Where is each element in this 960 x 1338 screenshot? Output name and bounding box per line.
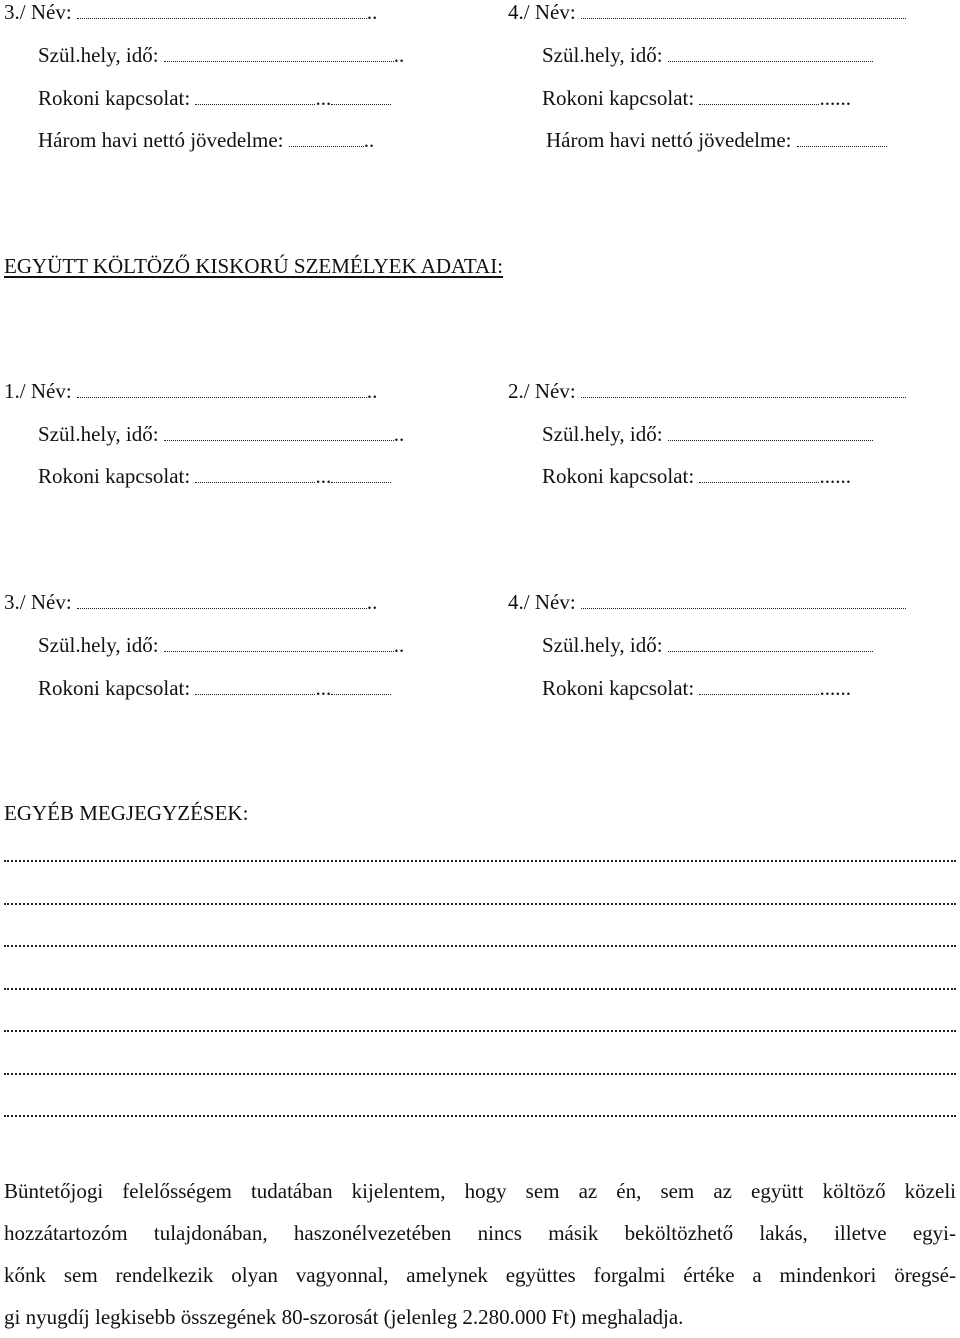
notes-section-title: EGYÉB MEGJEGYZÉSEK: xyxy=(4,801,249,825)
minor-1-birth-label: Szül.hely, idő: xyxy=(38,422,159,446)
minor-4-relation-field[interactable] xyxy=(699,682,819,695)
adult-3-name-field[interactable] xyxy=(77,6,367,19)
minor-4-relation-row: Rokoni kapcsolat: ...... xyxy=(542,676,851,700)
adult-4-income-field[interactable] xyxy=(797,134,887,147)
minor-4-birth-field[interactable] xyxy=(668,639,873,652)
adult-3-birth-label: Szül.hely, idő: xyxy=(38,43,159,67)
declaration-line-4: gi nyugdíj legkisebb összegének 80-szorosát (jelenleg 2.280.000 Ft) meghaladja. xyxy=(4,1305,684,1329)
adult-4-income-label: Három havi nettó jövedelme: xyxy=(546,128,792,152)
notes-line-5[interactable] xyxy=(4,1030,956,1032)
adult-3-relation-row: Rokoni kapcsolat: ... xyxy=(38,88,391,109)
adult-4-name-field[interactable] xyxy=(581,6,906,19)
minor-1-relation-field[interactable] xyxy=(195,470,315,483)
notes-line-7[interactable] xyxy=(4,1115,956,1117)
adult-4-name-label: 4./ Név: xyxy=(508,0,576,24)
minor-3-birth-row: Szül.hely, idő: .. xyxy=(38,633,405,657)
declaration-paragraph xyxy=(4,1170,956,1338)
minor-3-relation-row: Rokoni kapcsolat: ... xyxy=(38,678,391,699)
minor-2-birth-field[interactable] xyxy=(668,428,873,441)
adult-3-birth-row: Szül.hely, idő: .. xyxy=(38,43,405,67)
minor-3-name-field[interactable] xyxy=(77,596,367,609)
adult-3-name-row: 3./ Név: .. xyxy=(4,0,378,24)
minor-2-relation-row: Rokoni kapcsolat: ...... xyxy=(542,464,851,488)
minor-3-birth-label: Szül.hely, idő: xyxy=(38,633,159,657)
adult-3-income-label: Három havi nettó jövedelme: xyxy=(38,128,284,152)
minor-1-name-row: 1./ Név: .. xyxy=(4,379,378,403)
notes-line-4[interactable] xyxy=(4,988,956,990)
adult-4-relation-row: Rokoni kapcsolat: ...... xyxy=(542,86,851,110)
minor-2-relation-field[interactable] xyxy=(699,470,819,483)
minor-2-name-row xyxy=(508,381,906,402)
notes-line-1[interactable] xyxy=(4,860,956,862)
minor-4-name-row xyxy=(508,592,906,613)
minors-section-title: EGYÜTT KÖLTÖZŐ KISKORÚ SZEMÉLYEK ADATAI: xyxy=(4,254,504,278)
adult-4-relation-label: Rokoni kapcsolat: xyxy=(542,86,695,110)
minor-1-birth-field[interactable] xyxy=(164,428,394,441)
minor-4-name-field[interactable] xyxy=(581,596,906,609)
notes-line-6[interactable] xyxy=(4,1073,956,1075)
adult-3-name-label: 3./ Név: xyxy=(4,0,72,24)
minor-3-birth-field[interactable] xyxy=(164,639,394,652)
minor-4-relation-label: Rokoni kapcsolat: xyxy=(542,676,695,700)
minor-3-relation-label: Rokoni kapcsolat: xyxy=(38,676,191,700)
minor-1-birth-row: Szül.hely, idő: .. xyxy=(38,422,405,446)
adult-3-relation-label: Rokoni kapcsolat: xyxy=(38,86,191,110)
minor-4-birth-row xyxy=(542,635,873,656)
minor-2-birth-row xyxy=(542,424,873,445)
minor-1-name-field[interactable] xyxy=(77,385,367,398)
adult-3-relation-field[interactable] xyxy=(195,92,315,105)
notes-line-3[interactable] xyxy=(4,945,956,947)
minor-1-name-label: 1./ Név: xyxy=(4,379,72,403)
adult-4-income-row xyxy=(546,130,887,151)
minor-1-relation-label: Rokoni kapcsolat: xyxy=(38,464,191,488)
adult-3-birth-field[interactable] xyxy=(164,49,394,62)
declaration-line-1: Büntetőjogi felelősségem tudatában kijelentem, hogy sem az én, sem az együtt költöző közeli xyxy=(4,1179,956,1203)
declaration-line-3: kőnk sem rendelkezik olyan vagyonnal, amelynek együttes forgalmi értéke a mindenkori öregsé- xyxy=(4,1263,956,1287)
minor-3-relation-field[interactable] xyxy=(195,682,315,695)
adult-4-birth-field[interactable] xyxy=(668,49,873,62)
adult-4-relation-field[interactable] xyxy=(699,92,819,105)
adult-4-birth-label: Szül.hely, idő: xyxy=(542,43,663,67)
adult-4-name-row xyxy=(508,2,906,23)
minor-3-name-row: 3./ Név: .. xyxy=(4,590,378,614)
adult-4-birth-row xyxy=(542,45,873,66)
minor-4-name-label: 4./ Név: xyxy=(508,590,576,614)
minor-4-birth-label: Szül.hely, idő: xyxy=(542,633,663,657)
notes-line-2[interactable] xyxy=(4,903,956,905)
minor-2-birth-label: Szül.hely, idő: xyxy=(542,422,663,446)
adult-3-income-row: Három havi nettó jövedelme: .. xyxy=(38,128,375,152)
minor-2-name-label: 2./ Név: xyxy=(508,379,576,403)
declaration-line-2: hozzátartozóm tulajdonában, haszonélvezetében nincs másik beköltözhető lakás, illetve egyi- xyxy=(4,1221,956,1245)
minor-2-name-field[interactable] xyxy=(581,385,906,398)
minor-2-relation-label: Rokoni kapcsolat: xyxy=(542,464,695,488)
minor-3-name-label: 3./ Név: xyxy=(4,590,72,614)
adult-3-income-field[interactable] xyxy=(289,134,364,147)
minor-1-relation-row: Rokoni kapcsolat: ... xyxy=(38,466,391,487)
